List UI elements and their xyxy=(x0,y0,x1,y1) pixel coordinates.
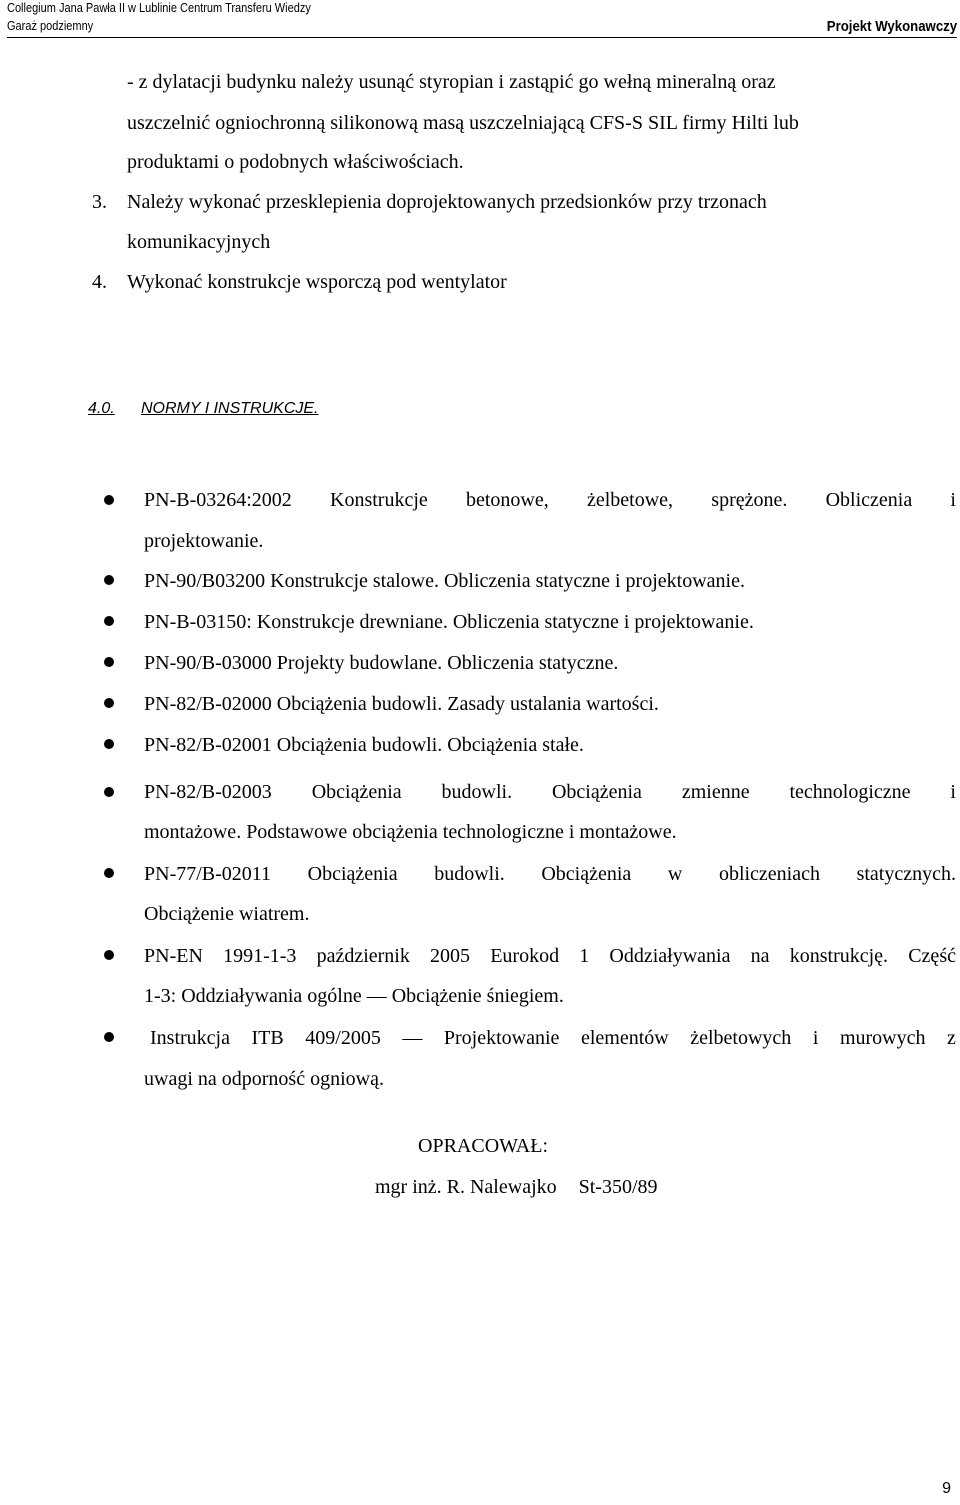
norm-word: Projektowanie xyxy=(443,1027,560,1049)
norm-word: PN-B-03264:2002 xyxy=(144,489,292,511)
norm-item-10 xyxy=(150,1026,956,1050)
norm-word: PN-EN xyxy=(144,945,203,967)
list-item-4 xyxy=(92,270,507,294)
page-number: 9 xyxy=(942,1480,951,1497)
norm-word: Część xyxy=(908,945,956,967)
signature-name: mgr inż. R. Nalewajko xyxy=(375,1176,557,1198)
norm-item-5: PN-82/B-02000 Obciążenia budowli. Zasady ustalania wartości. xyxy=(144,693,659,715)
norm-word: i xyxy=(950,489,956,511)
bullet-icon xyxy=(104,657,114,667)
norm-word: żelbetowe, xyxy=(586,489,674,511)
norm-word: betonowe, xyxy=(466,489,549,511)
norm-item-6: PN-82/B-02001 Obciążenia budowli. Obciążenia stałe. xyxy=(144,734,584,756)
section-title: NORMY I INSTRUKCJE. xyxy=(141,400,319,417)
norm-word: 409/2005 xyxy=(305,1027,381,1049)
bullet-icon xyxy=(104,787,114,797)
norm-word: PN-82/B-02003 xyxy=(144,781,272,803)
norm-word: konstrukcję. xyxy=(789,945,889,967)
norm-word: zmienne xyxy=(681,781,750,803)
section-number: 4.0. xyxy=(88,400,115,417)
norm-word: Obciążenia xyxy=(541,863,632,885)
list-item-number: 4. xyxy=(92,271,107,293)
bullet-icon xyxy=(104,739,114,749)
norm-item-7-continuation: montażowe. Podstawowe obciążenia technologiczne i montażowe. xyxy=(144,821,677,843)
header-subject: Garaż podziemny xyxy=(7,19,94,33)
section-heading xyxy=(88,399,319,419)
norm-word: statycznych. xyxy=(856,863,956,885)
norm-word: ITB xyxy=(251,1027,284,1049)
norm-item-1-continuation: projektowanie. xyxy=(144,530,264,552)
norm-word: i xyxy=(812,1027,819,1049)
norm-word: obliczeniach xyxy=(718,863,820,885)
norm-item-7 xyxy=(144,780,956,804)
norm-word: i xyxy=(950,781,956,803)
bullet-icon xyxy=(104,950,114,960)
bullet-icon xyxy=(104,698,114,708)
norm-item-8 xyxy=(144,862,956,886)
norm-item-9 xyxy=(144,944,956,968)
norm-word: na xyxy=(750,945,770,967)
norm-item-3: PN-B-03150: Konstrukcje drewniane. Obliczenia statyczne i projektowanie. xyxy=(144,611,754,633)
header-document-type: Projekt Wykonawczy xyxy=(826,18,957,35)
norm-item-1 xyxy=(144,488,956,512)
norm-word: 1 xyxy=(579,945,590,967)
signature-line xyxy=(375,1175,658,1199)
page-header xyxy=(7,0,957,38)
bullet-icon xyxy=(104,495,114,505)
list-item-3 xyxy=(92,190,767,214)
norm-word: Konstrukcje xyxy=(330,489,428,511)
header-institution: Collegium Jana Pawła II w Lublinie Centrum Transferu Wiedzy xyxy=(7,1,311,15)
list-item-number: 3. xyxy=(92,191,107,213)
norm-word: budowli. xyxy=(441,781,513,803)
norm-word: Oddziaływania xyxy=(609,945,731,967)
norm-word: sprężone. xyxy=(711,489,788,511)
norm-word: 1991-1-3 xyxy=(223,945,297,967)
norm-item-8-continuation: Obciążenie wiatrem. xyxy=(144,903,310,925)
norm-word: 2005 xyxy=(430,945,471,967)
bullet-icon xyxy=(104,1032,114,1042)
intro-line-3: produktami o podobnych właściwościach. xyxy=(127,151,464,173)
norm-word: — xyxy=(402,1027,423,1049)
norm-word: elementów xyxy=(580,1027,669,1049)
norm-word: Eurokod xyxy=(490,945,560,967)
list-item-text: Należy wykonać przesklepienia doprojektowanych przedsionków przy trzonach xyxy=(127,191,767,213)
norm-word: murowych xyxy=(839,1027,926,1049)
norm-word: Obliczenia xyxy=(825,489,913,511)
bullet-icon xyxy=(104,616,114,626)
signature-heading: OPRACOWAŁ: xyxy=(418,1135,549,1157)
norm-word: Obciążenia xyxy=(551,781,642,803)
norm-word: budowli. xyxy=(434,863,505,885)
intro-line-1: - z dylatacji budynku należy usunąć styropian i zastąpić go wełną mineralną oraz xyxy=(127,71,776,93)
bullet-icon xyxy=(104,868,114,878)
norm-word: z xyxy=(947,1027,956,1049)
norm-word: październik xyxy=(316,945,410,967)
norm-item-10-continuation: uwagi na odporność ogniową. xyxy=(144,1068,384,1090)
norm-word: PN-77/B-02011 xyxy=(144,863,272,885)
norm-word: w xyxy=(667,863,683,885)
list-item-text: Wykonać konstrukcje wsporczą pod wentylator xyxy=(127,271,507,293)
bullet-icon xyxy=(104,575,114,585)
norm-word: technologiczne xyxy=(789,781,911,803)
norm-item-9-continuation: 1-3: Oddziaływania ogólne — Obciążenie śniegiem. xyxy=(144,985,564,1007)
intro-line-2: uszczelnić ogniochronną silikonową masą uszczelniającą CFS-S SIL firmy Hilti lub xyxy=(127,112,799,134)
norm-word: Obciążenia xyxy=(311,781,402,803)
norm-word: Instrukcja xyxy=(150,1027,230,1049)
signature-license: St-350/89 xyxy=(578,1176,658,1198)
norm-item-4: PN-90/B-03000 Projekty budowlane. Obliczenia statyczne. xyxy=(144,652,619,674)
list-item-3-continuation: komunikacyjnych xyxy=(127,231,271,253)
norm-word: Obciążenia xyxy=(307,863,398,885)
norm-item-2: PN-90/B03200 Konstrukcje stalowe. Obliczenia statyczne i projektowanie. xyxy=(144,570,745,592)
norm-word: żelbetowych xyxy=(690,1027,792,1049)
